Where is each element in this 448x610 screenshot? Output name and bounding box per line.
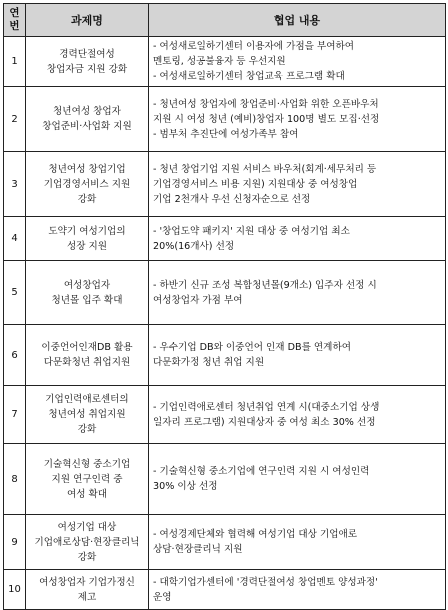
table-row	[4, 386, 446, 444]
task-name-line: 여성 확대	[66, 488, 108, 500]
task-name-line: 청년여성 창업기업	[48, 163, 126, 175]
content-cell	[149, 37, 446, 87]
content-cell	[149, 386, 446, 444]
table-row	[4, 37, 446, 87]
table-row	[4, 152, 446, 217]
row-number: 6	[4, 325, 26, 386]
content-cell	[149, 152, 446, 217]
row-number: 8	[4, 444, 26, 515]
content-line: 상담·현장클리닉 지원	[153, 544, 243, 555]
header-number	[4, 4, 26, 37]
table-row	[4, 261, 446, 325]
task-name-line: 기업애로상담·현장클리닉	[34, 536, 140, 548]
row-number: 1	[4, 37, 26, 87]
task-name-cell	[26, 515, 149, 570]
content-line: - 청년여성 창업자에 창업준비·사업화 위한 오픈바우처	[153, 98, 379, 110]
task-name-line: 창업준비·사업화 지원	[42, 121, 132, 132]
table-body	[4, 37, 446, 610]
task-name-cell	[26, 261, 149, 325]
table-row	[4, 515, 446, 570]
content-line: - 기술혁신형 중소기업에 연구인력 지원 시 여성인력	[153, 466, 370, 477]
row-number: 2	[4, 87, 26, 152]
task-name-cell	[26, 217, 149, 261]
header-task: 과제명	[26, 4, 149, 37]
table-row	[4, 87, 446, 152]
task-name-line: 청년몰 입주 확대	[51, 294, 123, 306]
content-line: 다문화가정 청년 취업 지원	[153, 357, 265, 368]
content-line: 기업 2천개사 우선 신청자순으로 선정	[153, 193, 311, 205]
task-name-cell	[26, 444, 149, 515]
content-cell	[149, 261, 446, 325]
table-row	[4, 570, 446, 610]
content-cell	[149, 217, 446, 261]
row-number: 5	[4, 261, 26, 325]
content-line: - 기업인력애로센터 청년취업 연계 시(대중소기업 상생	[153, 401, 380, 413]
content-line: 여성창업자 가점 부여	[153, 294, 243, 306]
table-row	[4, 444, 446, 515]
content-line: 30% 이상 선정	[153, 481, 218, 492]
task-name-line: 청년여성 취업지원	[48, 409, 126, 420]
task-name-line: 여성창업자 기업가정신	[39, 576, 135, 588]
task-name-line: 기술혁신형 중소기업	[43, 458, 131, 470]
row-number: 9	[4, 515, 26, 570]
task-name-cell	[26, 37, 149, 87]
content-line: - 하반기 신규 조성 복합청년몰(9개소) 입주자 선정 시	[153, 279, 377, 291]
task-name-cell	[26, 152, 149, 217]
task-name-line: 청년여성 창업자	[53, 106, 121, 117]
content-line: - 우수기업 DB와 이중언어 인재 DB를 연계하여	[153, 342, 351, 353]
content-line: - 여성새로일하기센터 창업교육 프로그램 확대	[153, 71, 345, 82]
task-name-line: 기업인력애로센터의	[45, 394, 129, 405]
task-name-line: 강화	[77, 551, 97, 563]
task-name-cell	[26, 87, 149, 152]
task-name-line: 창업자금 지원 강화	[46, 63, 128, 75]
task-name-cell	[26, 325, 149, 386]
content-line: 일자리 프로그램) 지원대상자 중 여성 최소 30% 선정	[153, 416, 376, 428]
header-number-line1: 연	[9, 7, 20, 19]
row-number: 7	[4, 386, 26, 444]
table-row	[4, 325, 446, 386]
content-line: - 청년 창업기업 지원 서비스 바우처(회계·세무처리 등	[153, 163, 377, 175]
task-name-line: 여성창업자	[63, 279, 111, 291]
content-line: - 범부처 추진단에 여성가족부 참여	[153, 128, 299, 140]
task-name-line: 지원 연구인력 중	[51, 473, 123, 485]
content-line: 20%(16개사) 선정	[153, 240, 235, 252]
header-number-line2: 번	[9, 20, 20, 32]
row-number: 4	[4, 217, 26, 261]
task-name-line: 제고	[77, 591, 97, 603]
row-number: 3	[4, 152, 26, 217]
task-name-cell	[26, 386, 149, 444]
content-line: - '창업도약 패키지' 지원 대상 중 여성기업 최소	[153, 225, 350, 237]
content-line: 기업경영서비스 비용 지원) 지원대상 중 여성창업	[153, 178, 358, 190]
task-name-line: 경력단절여성	[59, 48, 115, 60]
row-number: 10	[4, 570, 26, 610]
content-line: 지원 시 여성 청년 (예비)창업자 100명 별도 모집·선정	[153, 113, 380, 125]
cooperation-table	[3, 3, 446, 610]
task-name-line: 도약기 여성기업의	[48, 225, 126, 237]
content-line: - 여성경제단체와 협력해 여성기업 대상 기업애로	[153, 529, 358, 540]
content-cell	[149, 444, 446, 515]
task-name-line: 여성기업 대상	[57, 521, 117, 533]
content-cell	[149, 87, 446, 152]
content-line: 멘토링, 성공불융자 등 우선지원	[153, 56, 286, 67]
content-line: - 여성새로일하기센터 이용자에 가점을 부여하여	[153, 41, 355, 52]
task-name-cell	[26, 570, 149, 610]
task-name-line: 강화	[77, 193, 97, 205]
content-cell	[149, 515, 446, 570]
content-line: - 대학기업가센터에 '경력단절여성 창업멘토 양성과정'	[153, 576, 378, 588]
task-name-line: 다문화청년 취업지원	[43, 357, 131, 368]
table-wrapper	[3, 3, 446, 610]
task-name-line: 강화	[77, 424, 97, 435]
content-cell	[149, 570, 446, 610]
header-content: 협업 내용	[149, 4, 446, 37]
table-header-row	[4, 4, 446, 37]
table-row	[4, 217, 446, 261]
content-line: 운영	[153, 591, 172, 603]
task-name-line: 이중언어인재DB 활용	[41, 342, 133, 353]
task-name-line: 성장 지원	[66, 240, 108, 252]
content-cell	[149, 325, 446, 386]
task-name-line: 기업경영서비스 지원	[43, 178, 131, 190]
